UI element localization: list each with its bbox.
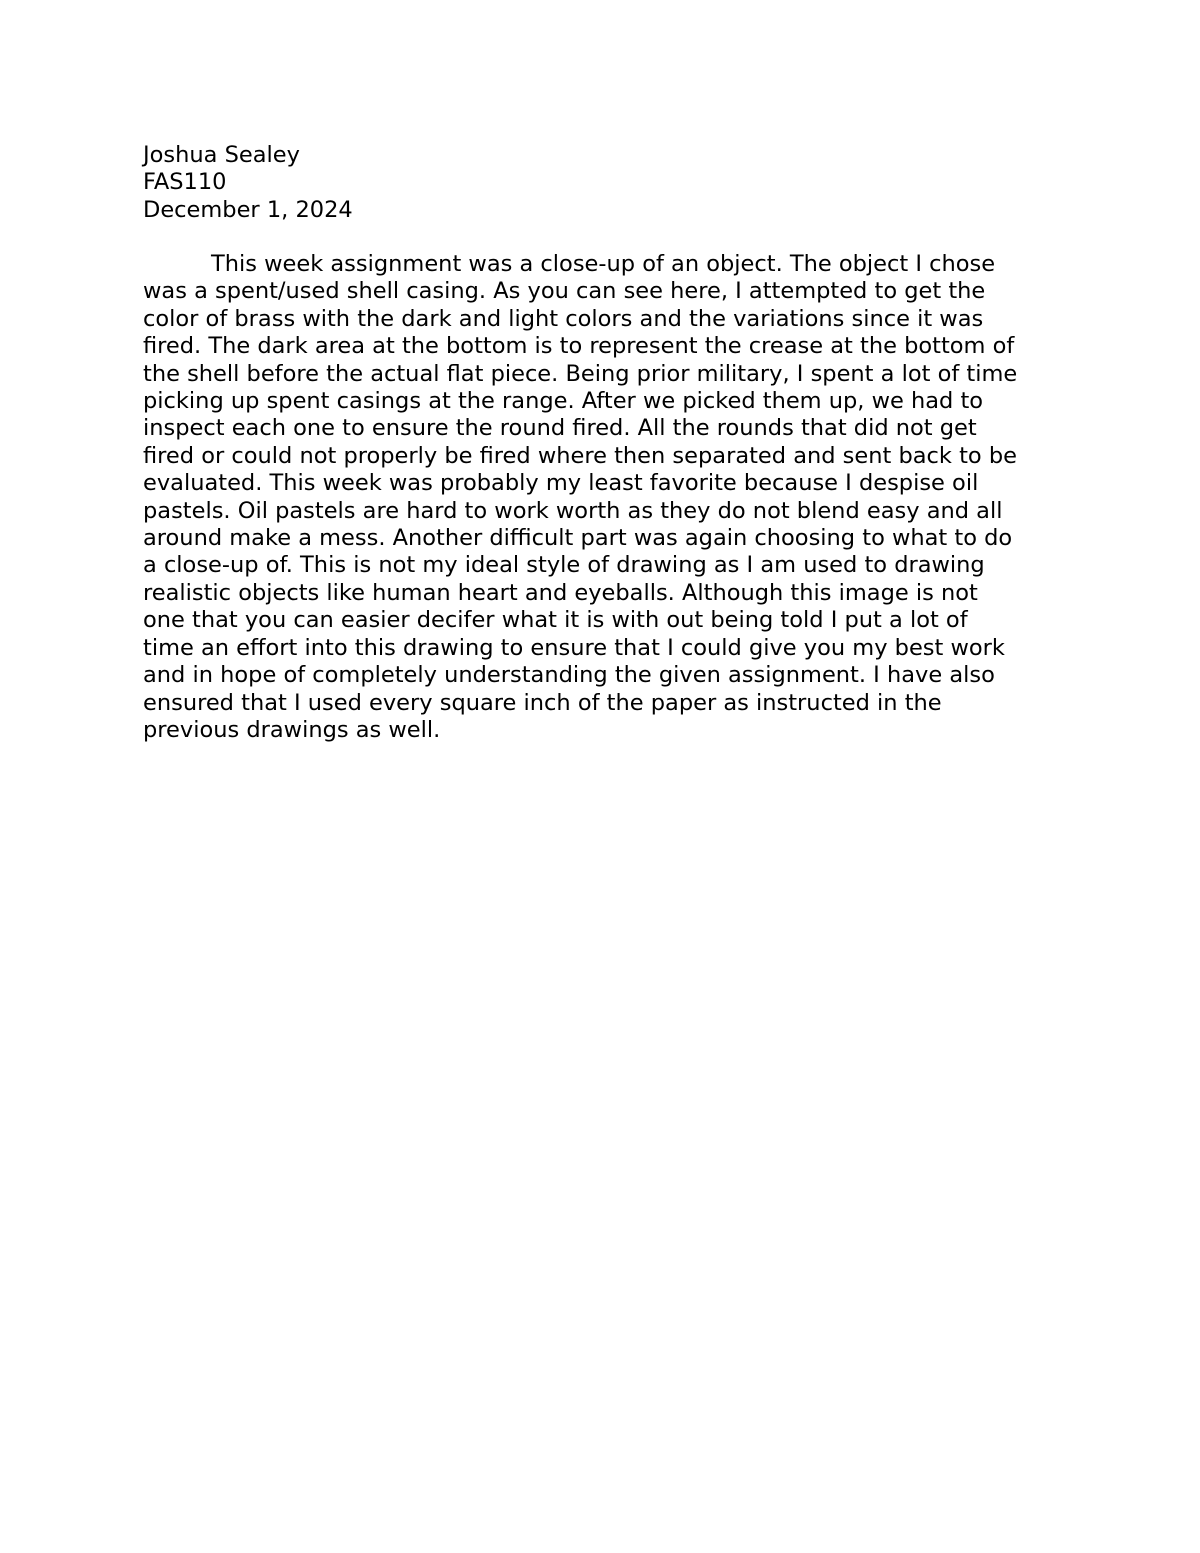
paragraph-line: time an effort into this drawing to ensure that I could give you my best work [143,634,1005,661]
paragraph-line: and in hope of completely understanding the given assignment. I have also [143,662,995,689]
paragraph-line: evaluated. This week was probably my least favorite because I despise oil [143,470,979,497]
paragraph-line: previous drawings as well. [143,716,441,743]
paragraph-line: This week assignment was a close-up of an object. The object I chose [211,251,996,277]
body-paragraph [143,251,1063,744]
document-header [143,142,1063,224]
paragraph-line: was a spent/used shell casing. As you can see here, I attempted to get the [143,278,986,305]
paragraph-line: around make a mess. Another difficult part was again choosing to what to do [143,525,1013,552]
paragraph-line: fired or could not properly be fired where then separated and sent back to be [143,442,1017,469]
paragraph-line: realistic objects like human heart and eyeballs. Although this image is not [143,579,978,606]
paragraph-line: fired. The dark area at the bottom is to represent the crease at the bottom of [143,333,1015,360]
paragraph-line: a close-up of. This is not my ideal style of drawing as I am used to drawing [143,552,985,579]
paragraph-line: ensured that I used every square inch of the paper as instructed in the [143,689,942,716]
author-name: Joshua Sealey [143,142,300,168]
paragraph-line: color of brass with the dark and light colors and the variations since it was [143,305,984,332]
paragraph-line: picking up spent casings at the range. After we picked them up, we had to [143,388,984,415]
paragraph-line: pastels. Oil pastels are hard to work worth as they do not blend easy and all [143,497,1003,524]
course-code: FAS110 [143,169,227,196]
paragraph-line: the shell before the actual flat piece. Being prior military, I spent a lot of time [143,360,1018,387]
paragraph-line: one that you can easier decifer what it is with out being told I put a lot of [143,607,968,634]
document-date: December 1, 2024 [143,196,353,223]
paragraph-line: inspect each one to ensure the round fired. All the rounds that did not get [143,415,977,442]
